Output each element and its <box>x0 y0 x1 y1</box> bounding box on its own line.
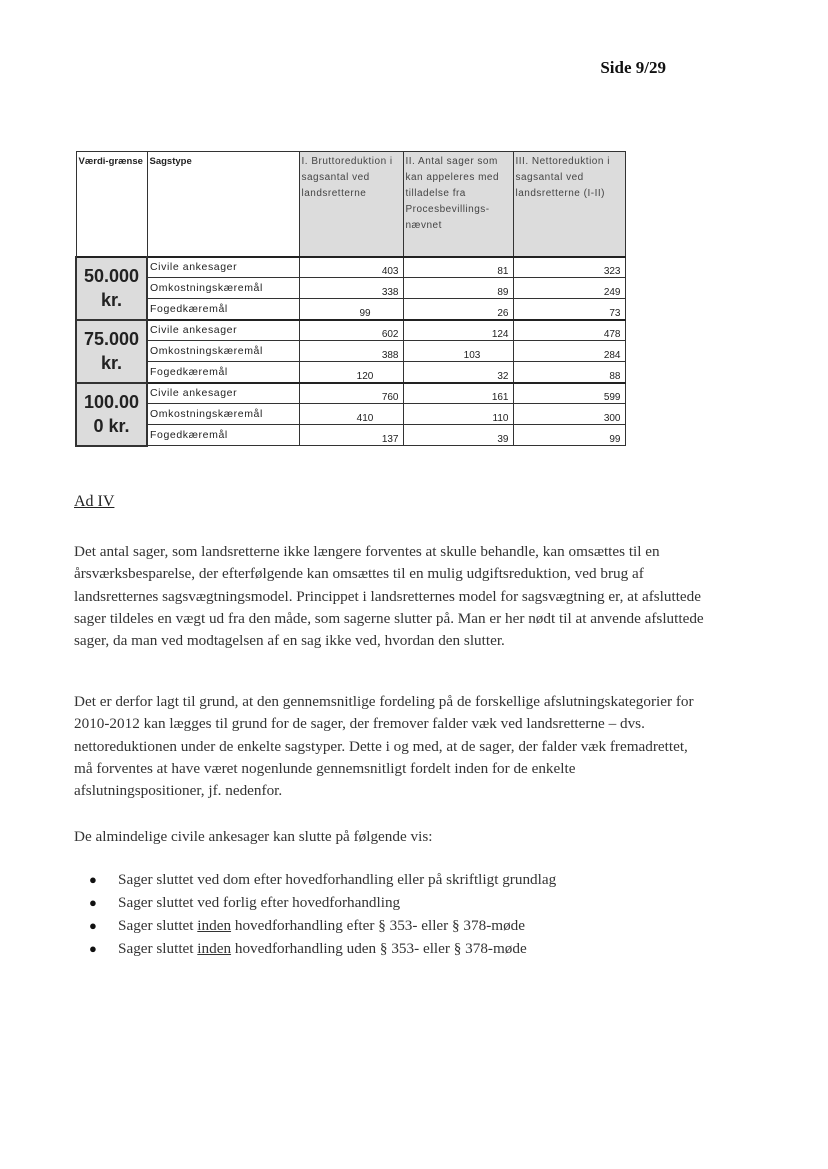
net-cell: 323 <box>513 257 625 278</box>
table-row <box>76 425 625 446</box>
gross-cell: 137 <box>299 425 403 446</box>
header-appealable-cases: II. Antal sager som kan appeleres med tilladelse fra Procesbevillings-nævnet <box>403 152 513 257</box>
value-limit-50000: 50.000 kr. <box>76 257 147 320</box>
gross-cell: 760 <box>299 383 403 404</box>
list-item-text: Sager sluttet ved forlig efter hovedforhandling <box>118 894 401 911</box>
table-row <box>76 320 625 341</box>
section-heading: Ad IV <box>74 493 115 510</box>
list-item-text: Sager sluttet <box>118 940 198 957</box>
case-type-cell: Fogedkæremål <box>147 299 299 320</box>
gross-cell: 388 <box>299 341 403 362</box>
case-type-cell: Civile ankesager <box>147 383 299 404</box>
header-net-reduction: III. Nettoreduktion i sagsantal ved landsretterne (I-II) <box>513 152 625 257</box>
appeal-cell: 110 <box>403 404 513 425</box>
paragraph-case-weighting: Det antal sager, som landsretterne ikke længere forventes at skulle behandle, kan omsættes til en årsværksbesparelse, der efterfølgende kan omsættes til en mulig udgiftsreduktion, ved brug af landsretternes sagsvægtningsmodel. Princippet i landsretternes model for sagsvægtning er, at afsluttede sager tildeles en vægt ud fra den måde, som sagerne slutter på. Man er her nødt til at anvende afsluttede sager, da man ved modtagelsen af en sag ikke ved, hvordan den slutter. <box>74 543 704 650</box>
net-cell: 249 <box>513 278 625 299</box>
net-cell: 599 <box>513 383 625 404</box>
list-item <box>80 937 720 960</box>
table-row <box>76 404 625 425</box>
paragraph-distribution: Det er derfor lagt til grund, at den gennemsnitlige fordeling på de forskellige afslutningskategorier for 2010-2012 kan lægges til grund for de sager, der fremover falder væk ved landsretterne – dvs. nettoreduktionen under de enkelte sagstyper. Dette i og med, at de sager, der falder væk fremadrettet, må forventes at have været nogenlunde gennemsnitligt fordelt inden for de enkelte afslutningspositioner, jf. nedenfor. <box>74 693 694 800</box>
table-row <box>76 257 625 278</box>
case-type-cell: Omkostningskæremål <box>147 278 299 299</box>
appeal-cell: 124 <box>403 320 513 341</box>
net-cell: 73 <box>513 299 625 320</box>
table-row <box>76 362 625 383</box>
list-item-text: hovedforhandling efter § 353- eller § 378-møde <box>231 917 526 934</box>
case-type-cell: Fogedkæremål <box>147 425 299 446</box>
bullet-icon: ● <box>89 895 97 910</box>
appeal-cell: 89 <box>403 278 513 299</box>
appeal-cell: 26 <box>403 299 513 320</box>
table-row <box>76 341 625 362</box>
list-item-text: Sager sluttet <box>118 917 198 934</box>
case-outcome-list <box>80 868 720 960</box>
appeal-cell: 103 <box>403 341 513 362</box>
list-item <box>80 914 720 937</box>
case-type-cell: Civile ankesager <box>147 257 299 278</box>
bullet-icon: ● <box>89 918 97 933</box>
gross-cell: 403 <box>299 257 403 278</box>
gross-cell: 410 <box>299 404 403 425</box>
table-row <box>76 299 625 320</box>
appeal-cell: 32 <box>403 362 513 383</box>
header-case-type: Sagstype <box>147 152 299 257</box>
list-item-text: hovedforhandling uden § 353- eller § 378-møde <box>231 940 527 957</box>
appeal-cell: 81 <box>403 257 513 278</box>
gross-cell: 99 <box>299 299 403 320</box>
case-type-cell: Omkostningskæremål <box>147 341 299 362</box>
net-cell: 284 <box>513 341 625 362</box>
list-item <box>80 868 720 891</box>
list-item-emphasis: inden <box>197 940 232 957</box>
case-type-cell: Civile ankesager <box>147 320 299 341</box>
value-limit-75000: 75.000 kr. <box>76 320 147 383</box>
net-cell: 99 <box>513 425 625 446</box>
reduction-table <box>75 151 626 447</box>
table-header-row <box>76 152 625 257</box>
net-cell: 88 <box>513 362 625 383</box>
gross-cell: 120 <box>299 362 403 383</box>
bullet-icon: ● <box>89 941 97 956</box>
bullet-icon: ● <box>89 872 97 887</box>
gross-cell: 338 <box>299 278 403 299</box>
list-item-text: Sager sluttet ved dom efter hovedforhandling eller på skriftligt grundlag <box>118 871 557 888</box>
net-cell: 478 <box>513 320 625 341</box>
table-row <box>76 383 625 404</box>
case-type-cell: Omkostningskæremål <box>147 404 299 425</box>
page-number: Side 9/29 <box>600 58 666 77</box>
list-item <box>80 891 720 914</box>
paragraph-intro-list: De almindelige civile ankesager kan slutte på følgende vis: <box>74 828 433 845</box>
net-cell: 300 <box>513 404 625 425</box>
gross-cell: 602 <box>299 320 403 341</box>
table-row <box>76 278 625 299</box>
appeal-cell: 39 <box>403 425 513 446</box>
header-value-limit: Værdi-grænse <box>76 152 147 257</box>
list-item-emphasis: inden <box>197 917 232 934</box>
value-limit-100000: 100.00 0 kr. <box>76 383 147 446</box>
case-type-cell: Fogedkæremål <box>147 362 299 383</box>
header-gross-reduction: I. Bruttoreduktion i sagsantal ved landsretterne <box>299 152 403 257</box>
appeal-cell: 161 <box>403 383 513 404</box>
